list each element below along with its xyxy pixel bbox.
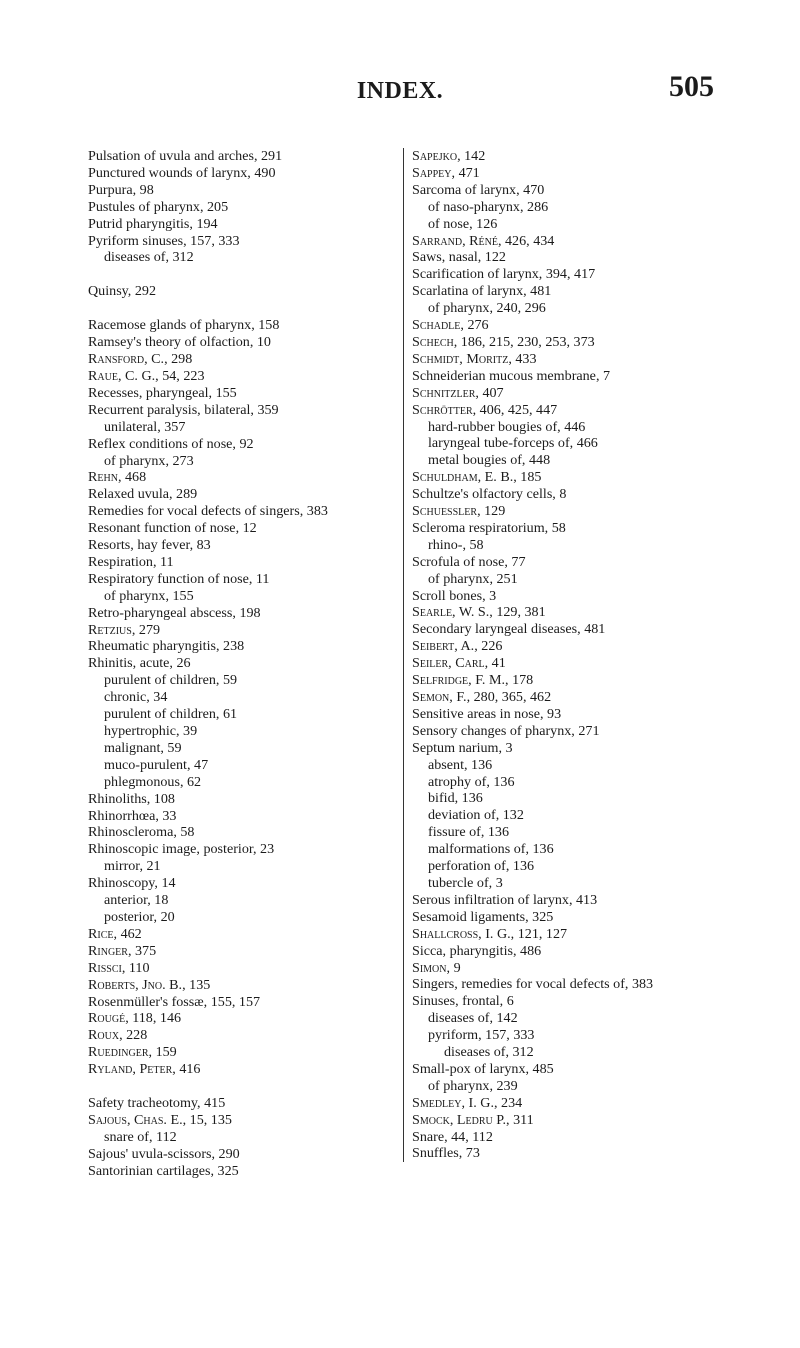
index-subentry: purulent of children, 61 — [104, 706, 238, 723]
index-entry: Rehn, 468 — [88, 469, 147, 486]
index-entry: Semon, F., 280, 365, 462 — [412, 689, 552, 705]
index-subentry: of pharynx, 239 — [428, 1077, 518, 1094]
index-subentry: fissure of, 136 — [428, 824, 510, 841]
author-name: Ruedinger — [88, 1044, 149, 1061]
index-entry: Rosenmüller's fossæ, 155, 157 — [88, 993, 261, 1010]
index-entry: Sarcoma of larynx, 470 — [412, 181, 545, 198]
author-name: Schmidt, Moritz — [412, 350, 509, 367]
index-subentry: of pharynx, 155 — [104, 587, 194, 604]
index-entry: Rougé, 118, 146 — [88, 1010, 182, 1027]
section-gap — [88, 266, 424, 283]
index-entry: Seiler, Carl, 41 — [412, 655, 506, 672]
index-entry: Sappey, 471 — [412, 164, 480, 181]
index-entry: Ryland, Peter, 416 — [88, 1061, 201, 1078]
index-entry: Reflex conditions of nose, 92 — [88, 435, 254, 452]
index-column-left — [88, 148, 424, 1180]
index-subentry: malformations of, 136 — [428, 841, 554, 858]
author-name: Schuldham, E. B. — [412, 469, 514, 486]
index-entry: Remedies for vocal defects of singers, 383 — [88, 503, 328, 520]
index-entry: Small-pox of larynx, 485 — [412, 1060, 554, 1077]
author-name: Sappey — [412, 164, 452, 181]
index-entry: Sicca, pharyngitis, 486 — [412, 942, 542, 959]
index-entry: Respiratory function of nose, 11 — [88, 570, 270, 587]
index-entry: Sesamoid ligaments, 325 — [412, 908, 554, 925]
index-entry: Purpura, 98 — [88, 181, 154, 198]
index-entry: Roberts, Jno. B., 135 — [88, 976, 211, 993]
index-entry: Racemose glands of pharynx, 158 — [88, 317, 280, 334]
index-subentry: of pharynx, 251 — [428, 570, 518, 587]
index-entry: Sensory changes of pharynx, 271 — [412, 722, 600, 739]
author-name: Smedley, I. G. — [412, 1094, 494, 1111]
page-title: INDEX. — [356, 78, 444, 104]
index-subentry: posterior, 20 — [104, 908, 175, 925]
author-name: Smock, Ledru P. — [412, 1111, 507, 1128]
index-subentry: of nose, 126 — [428, 215, 498, 232]
author-name: Schuessler — [412, 503, 478, 520]
index-entry: Roux, 228 — [88, 1027, 148, 1044]
index-subentry: purulent of children, 59 — [104, 672, 238, 689]
author-name: Schrötter — [412, 401, 473, 418]
index-entry: Scroll bones, 3 — [412, 587, 497, 604]
index-subentry: laryngeal tube-forceps of, 466 — [428, 435, 598, 452]
index-entry: Rhinoscleroma, 58 — [88, 824, 195, 841]
index-entry: Selfridge, F. M., 178 — [412, 672, 534, 689]
index-entry: Sajous, Chas. E., 15, 135 — [88, 1111, 232, 1128]
index-entry: Schnitzler, 407 — [412, 384, 504, 401]
index-entry: Schadle, 276 — [412, 317, 489, 334]
index-entry: Schultze's olfactory cells, 8 — [412, 486, 567, 503]
index-entry: Rhinoliths, 108 — [88, 790, 175, 807]
author-name: Sajous, Chas. E. — [88, 1111, 183, 1128]
index-entry: Sajous' uvula-scissors, 290 — [88, 1145, 240, 1162]
index-entry: Serous infiltration of larynx, 413 — [412, 891, 598, 908]
index-entry: Shallcross, I. G., 121, 127 — [412, 925, 568, 942]
index-entry: Retro-pharyngeal abscess, 198 — [88, 604, 261, 621]
author-name: Rissci — [88, 959, 122, 976]
index-entry: Rhinitis, acute, 26 — [88, 655, 191, 672]
index-subentry: of naso-pharynx, 286 — [428, 198, 549, 215]
author-name: Raue, C. G. — [88, 367, 156, 384]
index-subentry: chronic, 34 — [104, 689, 168, 706]
index-subentry: rhino-, 58 — [428, 536, 484, 553]
index-subentry: snare of, 112 — [104, 1128, 177, 1145]
author-name: Ryland, Peter — [88, 1061, 173, 1078]
index-entry: Sensitive areas in nose, 93 — [412, 705, 562, 722]
index-entry: Pyriform sinuses, 157, 333 — [88, 232, 240, 249]
index-subentry: metal bougies of, 448 — [428, 452, 551, 469]
author-name: Rice — [88, 925, 114, 942]
index-subentry: mirror, 21 — [104, 858, 161, 875]
index-entry: Rhinorrhœa, 33 — [88, 807, 177, 824]
index-subentry: anterior, 18 — [104, 892, 169, 909]
index-entry: Ringer, 375 — [88, 942, 157, 959]
index-entry: Saws, nasal, 122 — [412, 249, 506, 266]
index-subentry: of pharynx, 273 — [104, 452, 194, 469]
author-name: Shallcross, I. G. — [412, 925, 511, 942]
author-name: Roberts, Jno. B. — [88, 976, 183, 993]
index-subentry: diseases of, 312 — [444, 1044, 534, 1061]
page-header — [0, 60, 800, 120]
index-entry: Scrofula of nose, 77 — [412, 553, 526, 570]
index-subentry: phlegmonous, 62 — [104, 773, 202, 790]
index-entry: Schmidt, Moritz, 433 — [412, 350, 537, 367]
index-subentry: diseases of, 312 — [104, 249, 194, 266]
index-subentry: perforation of, 136 — [428, 858, 535, 875]
index-entry: Smock, Ledru P., 311 — [412, 1111, 534, 1128]
author-name: Ransford, C. — [88, 351, 165, 368]
index-entry: Pustules of pharynx, 205 — [88, 198, 229, 215]
index-entry: Ruedinger, 159 — [88, 1044, 177, 1061]
index-entry: Retzius, 279 — [88, 621, 161, 638]
index-subentry: absent, 136 — [428, 756, 493, 773]
index-subentry: of pharynx, 240, 296 — [428, 300, 546, 317]
index-entry: Schneiderian mucous membrane, 7 — [412, 367, 611, 384]
index-entry: Rissci, 110 — [88, 959, 150, 976]
index-entry: Singers, remedies for vocal defects of, 383 — [412, 976, 654, 993]
author-name: Schech — [412, 333, 454, 350]
author-name: Rougé — [88, 1010, 126, 1027]
index-entry: Snare, 44, 112 — [412, 1128, 493, 1145]
index-entry: Secondary laryngeal diseases, 481 — [412, 621, 606, 638]
page-number: 505 — [669, 70, 714, 103]
section-gap — [88, 300, 424, 317]
index-entry: Schech, 186, 215, 230, 253, 373 — [412, 333, 595, 350]
author-name: Roux — [88, 1027, 120, 1044]
index-entry: Rice, 462 — [88, 925, 142, 942]
index-entry: Sinuses, frontal, 6 — [412, 993, 514, 1010]
author-name: Sarrand, Réné — [412, 232, 498, 249]
index-column-right — [403, 148, 730, 1162]
index-entry: Putrid pharyngitis, 194 — [88, 215, 218, 232]
author-name: Ringer — [88, 942, 128, 959]
index-entry: Schuessler, 129 — [412, 503, 506, 520]
author-name: Simon — [412, 959, 447, 976]
author-name: Sapejko — [412, 148, 458, 164]
index-entry: Scleroma respiratorium, 58 — [412, 519, 566, 536]
index-entry: Resonant function of nose, 12 — [88, 520, 257, 537]
index-entry: Recesses, pharyngeal, 155 — [88, 384, 237, 401]
index-entry: Raue, C. G., 54, 223 — [88, 367, 205, 384]
index-entry: Schrötter, 406, 425, 447 — [412, 401, 558, 418]
index-subentry: hypertrophic, 39 — [104, 723, 198, 739]
index-entry: Searle, W. S., 129, 381 — [412, 604, 546, 621]
index-subentry: muco-purulent, 47 — [104, 756, 209, 773]
index-entry: Rhinoscopic image, posterior, 23 — [88, 841, 275, 858]
index-subentry: deviation of, 132 — [428, 807, 524, 824]
author-name: Searle, W. S. — [412, 604, 490, 621]
index-subentry: bifid, 136 — [428, 790, 483, 807]
index-entry: Sarrand, Réné, 426, 434 — [412, 232, 555, 249]
index-subentry: tubercle of, 3 — [428, 874, 503, 891]
index-entry: Santorinian cartilages, 325 — [88, 1162, 239, 1179]
index-entry: Punctured wounds of larynx, 490 — [88, 164, 276, 181]
index-entry: Rhinoscopy, 14 — [88, 875, 176, 892]
author-name: Selfridge, F. M. — [412, 672, 506, 689]
index-entry: Sapejko, 142 — [412, 148, 486, 164]
index-entry: Snuffles, 73 — [412, 1145, 480, 1162]
index-entry: Resorts, hay fever, 83 — [88, 537, 211, 554]
index-entry: Recurrent paralysis, bilateral, 359 — [88, 401, 279, 418]
index-entry: Respiration, 11 — [88, 553, 174, 570]
author-name: Rehn — [88, 469, 118, 486]
index-entry: Seibert, A., 226 — [412, 638, 503, 655]
author-name: Seiler, Carl — [412, 655, 485, 672]
index-subentry: unilateral, 357 — [104, 418, 186, 435]
index-entry: Simon, 9 — [412, 959, 461, 976]
index-entry: Safety tracheotomy, 415 — [88, 1095, 226, 1112]
index-entry: Schuldham, E. B., 185 — [412, 469, 542, 486]
index-entry: Septum narium, 3 — [412, 739, 513, 756]
author-name: Schadle — [412, 317, 461, 334]
index-entry: Pulsation of uvula and arches, 291 — [88, 148, 283, 164]
index-subentry: hard-rubber bougies of, 446 — [428, 418, 586, 435]
index-entry: Scarification of larynx, 394, 417 — [412, 266, 596, 283]
index-entry: Smedley, I. G., 234 — [412, 1094, 523, 1111]
index-entry: Ransford, C., 298 — [88, 351, 193, 368]
section-gap — [88, 1078, 424, 1095]
index-entry: Quinsy, 292 — [88, 283, 156, 300]
index-entry: Ramsey's theory of olfaction, 10 — [88, 334, 271, 351]
index-subentry: atrophy of, 136 — [428, 773, 515, 790]
author-name: Seibert, A. — [412, 638, 475, 655]
author-name: Schnitzler — [412, 384, 476, 401]
author-name: Retzius — [88, 621, 132, 638]
index-entry: Scarlatina of larynx, 481 — [412, 283, 552, 300]
index-entry: Rheumatic pharyngitis, 238 — [88, 638, 245, 655]
author-name: Semon, F. — [412, 689, 467, 705]
index-subentry: malignant, 59 — [104, 739, 182, 756]
index-entry: Relaxed uvula, 289 — [88, 486, 198, 503]
index-subentry: pyriform, 157, 333 — [428, 1027, 535, 1044]
index-subentry: diseases of, 142 — [428, 1010, 518, 1027]
